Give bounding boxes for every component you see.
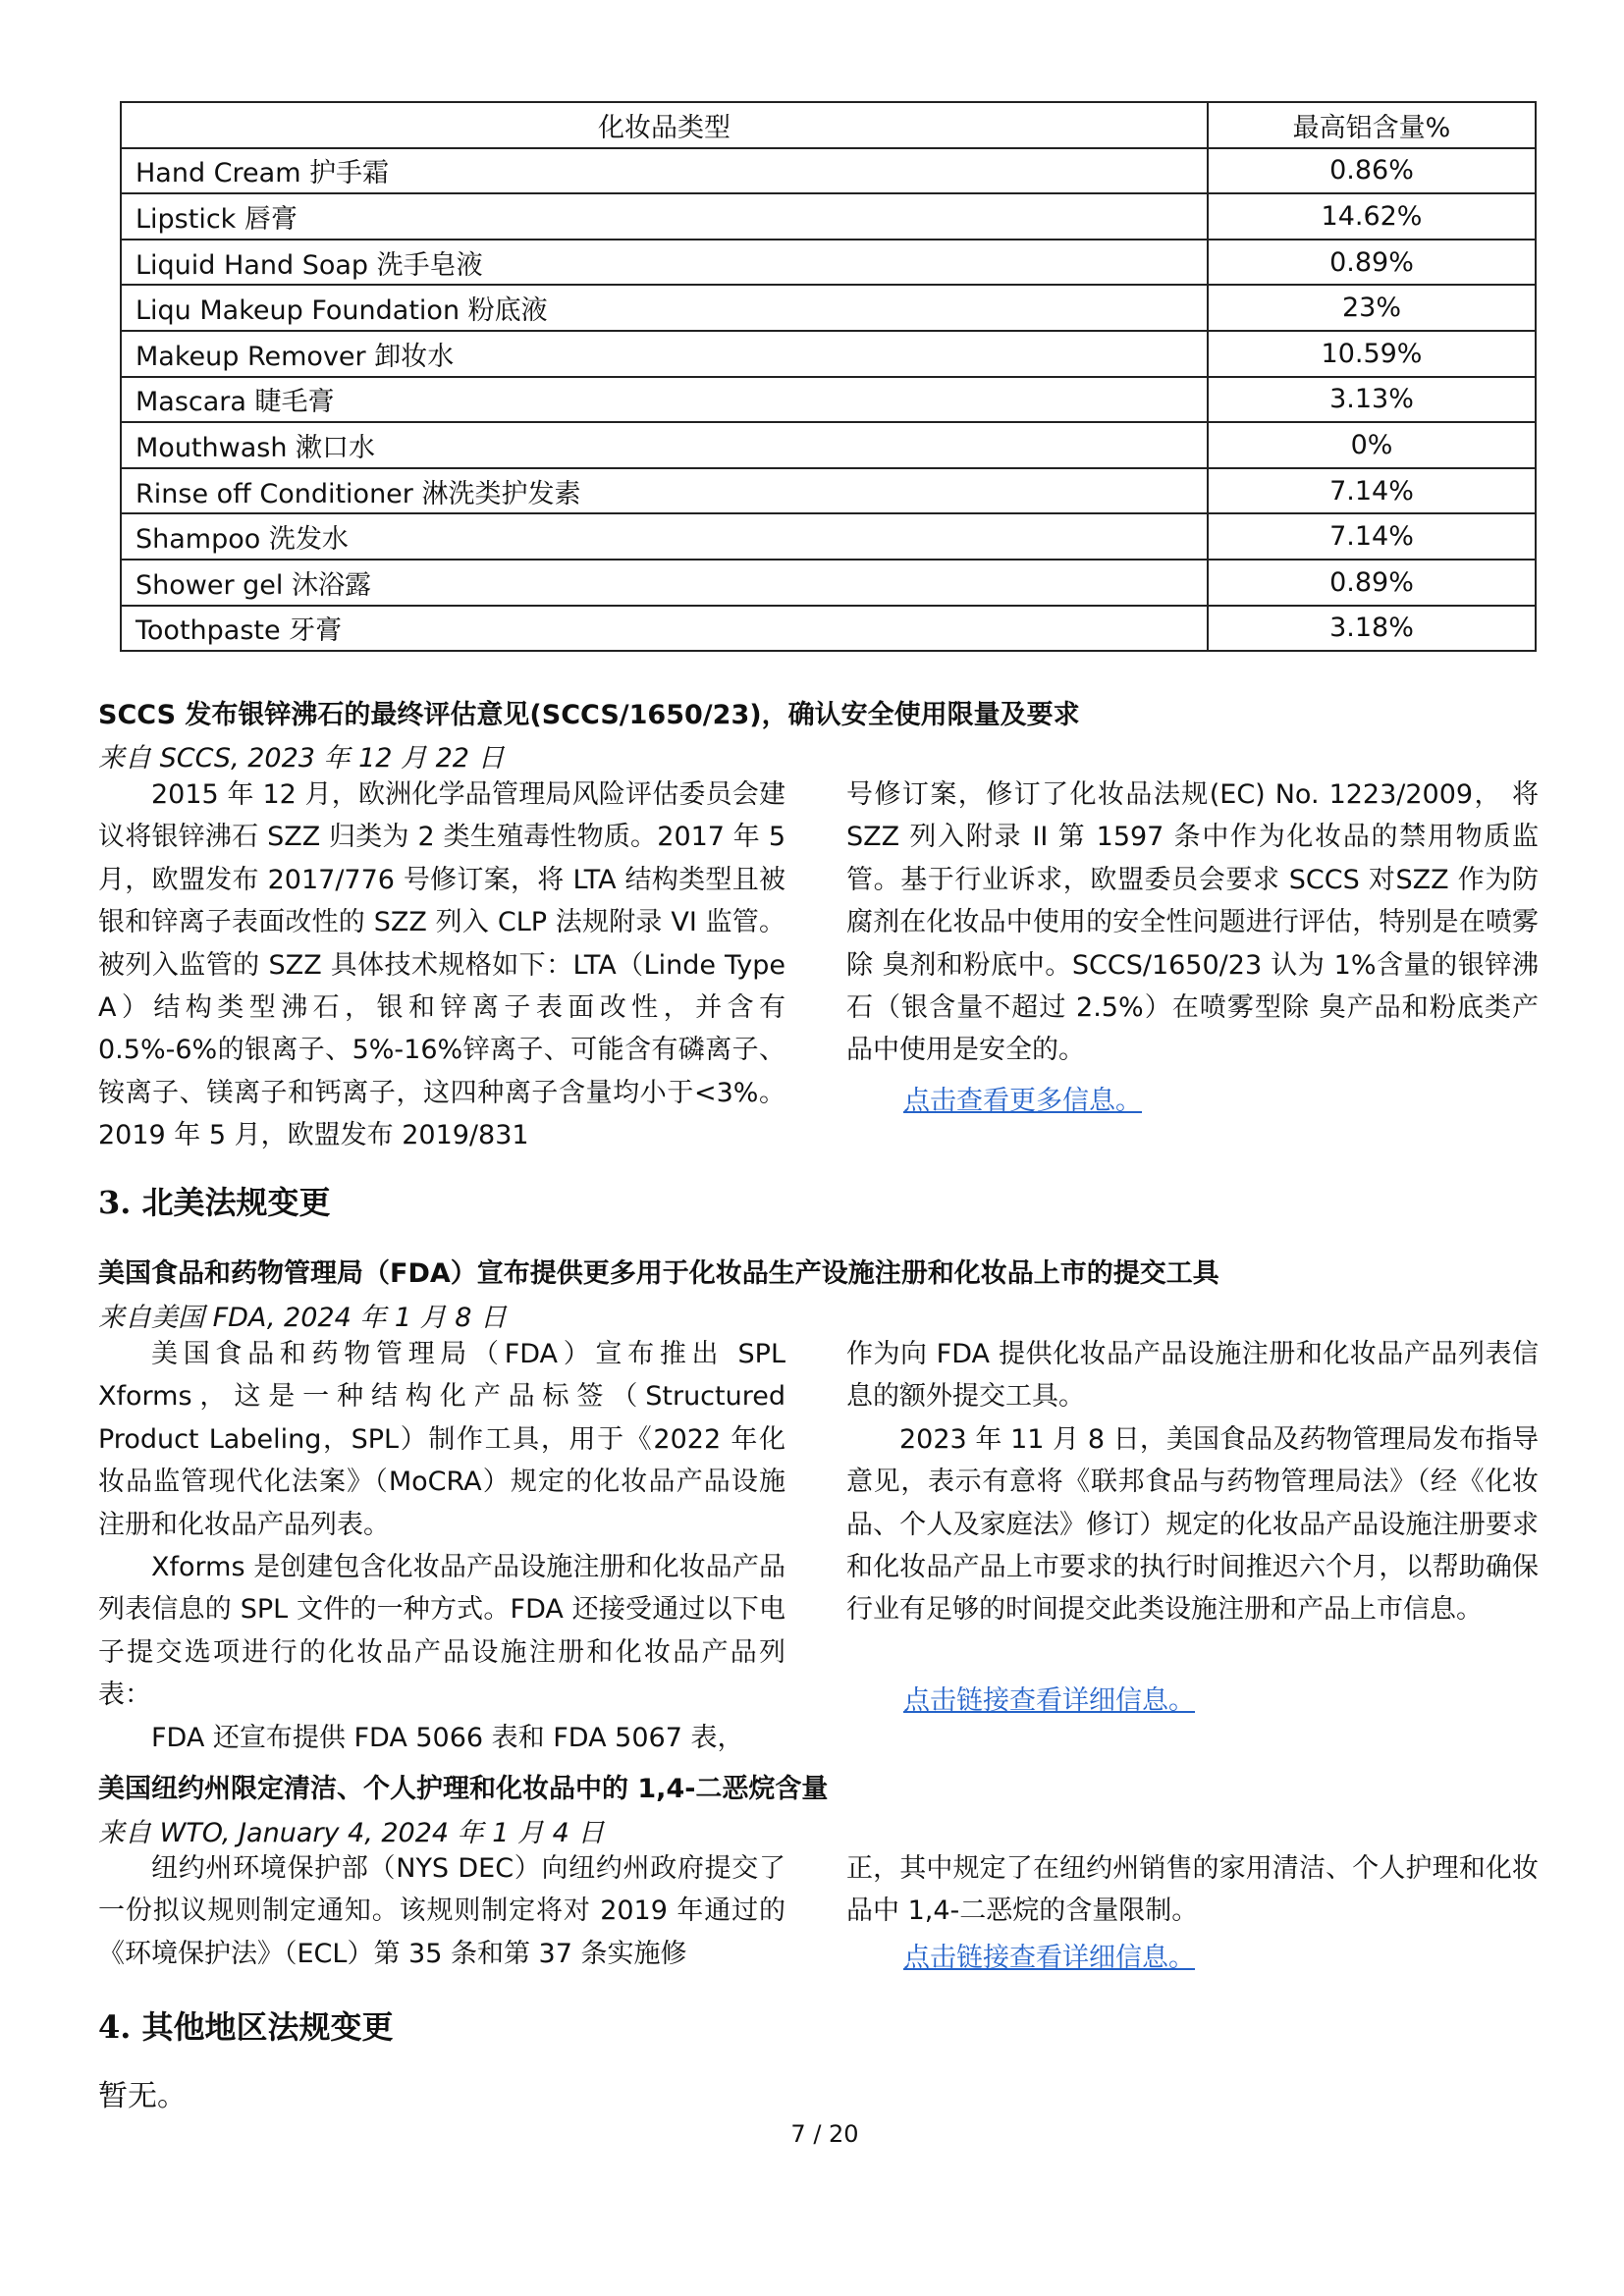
category-cell: Makeup Remover 卸妆水 <box>121 331 1208 377</box>
category-cell: Shampoo 洗发水 <box>121 513 1208 560</box>
page-number: 7 / 20 <box>790 2120 859 2148</box>
detail-link-fda[interactable]: 点击链接查看详细信息。 <box>903 1685 1195 1716</box>
news-body-new-york-right <box>846 1847 1539 1933</box>
table-row <box>121 193 1536 240</box>
news-source-sccs: 来自 SCCS, 2023 年 12 月 22 日 <box>98 743 505 774</box>
category-cell: Hand Cream 护手霜 <box>121 148 1208 194</box>
news-title-fda: 美国食品和药物管理局（FDA）宣布提供更多用于化妆品生产设施注册和化妆品上市的提交工具 <box>98 1258 1219 1289</box>
value-cell: 0% <box>1208 422 1536 468</box>
news-body-sccs-left <box>98 774 785 1157</box>
table-row <box>121 606 1536 652</box>
value-cell: 14.62% <box>1208 193 1536 240</box>
paragraph: 正，其中规定了在纽约州销售的家用清洁、个人护理和化妆品中 1,4-二恶烷的含量限制。 <box>846 1853 1539 1927</box>
paragraph: Xforms 是创建包含化妆品产品设施注册和化妆品产品列表信息的 SPL 文件的一种方式。FDA 还接受通过以下电子提交选项进行的化妆品产品设施注册和化妆品产品列表： <box>98 1552 785 1711</box>
news-source-new-york: 来自 WTO, January 4, 2024 年 1 月 4 日 <box>98 1818 605 1848</box>
category-cell: Lipstick 唇膏 <box>121 193 1208 240</box>
paragraph: 2023 年 11 月 8 日，美国食品及药物管理局发布指导意见，表示有意将《联邦食品与药物管理局法》（经《化妆品、个人及家庭法》修订）规定的化妆品产品设施注册要求和化妆品产品上市要求的执行时间推迟六个月，以帮助确保行业有足够的时间提交此类设施注册和产品上市信息。 <box>846 1423 1539 1626</box>
news-body-fda-right <box>846 1333 1539 1631</box>
table-row <box>121 285 1536 331</box>
value-cell: 0.86% <box>1208 148 1536 194</box>
value-cell: 3.18% <box>1208 606 1536 652</box>
news-title-sccs: SCCS 发布银锌沸石的最终评估意见(SCCS/1650/23)，确认安全使用限量及要求 <box>98 700 1080 730</box>
news-body-new-york-left <box>98 1847 785 1975</box>
table-row <box>121 148 1536 194</box>
table-row <box>121 377 1536 423</box>
value-cell: 7.14% <box>1208 513 1536 560</box>
table-header-row <box>121 102 1536 148</box>
value-cell: 7.14% <box>1208 468 1536 514</box>
column-header: 最高铝含量% <box>1208 102 1536 148</box>
detail-link-new-york[interactable]: 点击链接查看详细信息。 <box>903 1943 1195 1973</box>
paragraph: FDA 还宣布提供 FDA 5066 表和 FDA 5067 表， <box>151 1722 744 1753</box>
section-title-other-regions: 4. 其他地区法规变更 <box>98 2008 394 2046</box>
paragraph: 号修订案，修订了化妆品法规(EC) No. 1223/2009， 将 SZZ 列入附录 II 第 1597 条中作为化妆品的禁用物质监管。基于行业诉求，欧盟委员会要求 SCCS 对SZZ 作为防腐剂在化妆品中使用的安全性问题进行评估，特别是在喷雾除 臭剂和粉底中。SCCS/1650/23 认为 1%含量的银锌沸石（银含量不超过 2.5%）在喷雾型除 臭产品和粉底类产品中使用是安全的。 <box>846 779 1539 1066</box>
news-body-sccs-right <box>846 774 1539 1072</box>
category-cell: Mascara 睫毛膏 <box>121 377 1208 423</box>
value-cell: 0.89% <box>1208 560 1536 606</box>
category-cell: Rinse off Conditioner 淋洗类护发素 <box>121 468 1208 514</box>
section-title-north-america: 3. 北美法规变更 <box>98 1184 331 1221</box>
paragraph: 纽约州环境保护部（NYS DEC）向纽约州政府提交了一份拟议规则制定通知。该规则制定将对 2019 年通过的《环境保护法》（ECL）第 35 条和第 37 条实施修 <box>98 1853 785 1969</box>
more-info-link-sccs[interactable]: 点击查看更多信息。 <box>903 1086 1142 1116</box>
section-body-none: 暂无。 <box>98 2079 187 2113</box>
table-row <box>121 560 1536 606</box>
aluminum-content-table <box>120 101 1537 652</box>
table-row <box>121 240 1536 286</box>
paragraph: 2015 年 12 月，欧洲化学品管理局风险评估委员会建议将银锌沸石 SZZ 归类为 2 类生殖毒性物质。2017 年 5 月，欧盟发布 2017/776 号修订案，将 LTA 结构类型且被银和锌离子表面改性的 SZZ 列入 CLP 法规附录 VI 监管。被列入监管的 SZZ 具体技术规格如下：LTA（Linde Type A）结构类型沸石，银和锌离子表面改性，并含有 0.5%-6%的银离子、5%-16%锌离子、可能含有磷离子、铵离子、镁离子和钙离子，这四种离子含量均小于<3%。2019 年 5 月，欧盟发布 2019/831 <box>98 779 785 1151</box>
paragraph: 作为向 FDA 提供化妆品产品设施注册和化妆品产品列表信息的额外提交工具。 <box>846 1339 1539 1413</box>
news-source-fda: 来自美国 FDA, 2024 年 1 月 8 日 <box>98 1303 508 1333</box>
category-cell: Shower gel 沐浴露 <box>121 560 1208 606</box>
value-cell: 3.13% <box>1208 377 1536 423</box>
value-cell: 10.59% <box>1208 331 1536 377</box>
value-cell: 0.89% <box>1208 240 1536 286</box>
category-cell: Mouthwash 漱口水 <box>121 422 1208 468</box>
category-cell: Liquid Hand Soap 洗手皂液 <box>121 240 1208 286</box>
category-cell: Liqu Makeup Foundation 粉底液 <box>121 285 1208 331</box>
table-row <box>121 468 1536 514</box>
news-body-fda-left <box>98 1333 785 1759</box>
news-title-new-york: 美国纽约州限定清洁、个人护理和化妆品中的 1,4-二恶烷含量 <box>98 1774 829 1804</box>
column-header: 化妆品类型 <box>121 102 1208 148</box>
table-row <box>121 422 1536 468</box>
value-cell: 23% <box>1208 285 1536 331</box>
paragraph: 美国食品和药物管理局（FDA）宣布推出 SPL Xforms，这是一种结构化产品标签（Structured Product Labeling，SPL）制作工具，用于《2022 年化妆品监管现代化法案》（MoCRA）规定的化妆品产品设施注册和化妆品产品列表。 <box>98 1339 785 1540</box>
table-row <box>121 513 1536 560</box>
table-row <box>121 331 1536 377</box>
category-cell: Toothpaste 牙膏 <box>121 606 1208 652</box>
